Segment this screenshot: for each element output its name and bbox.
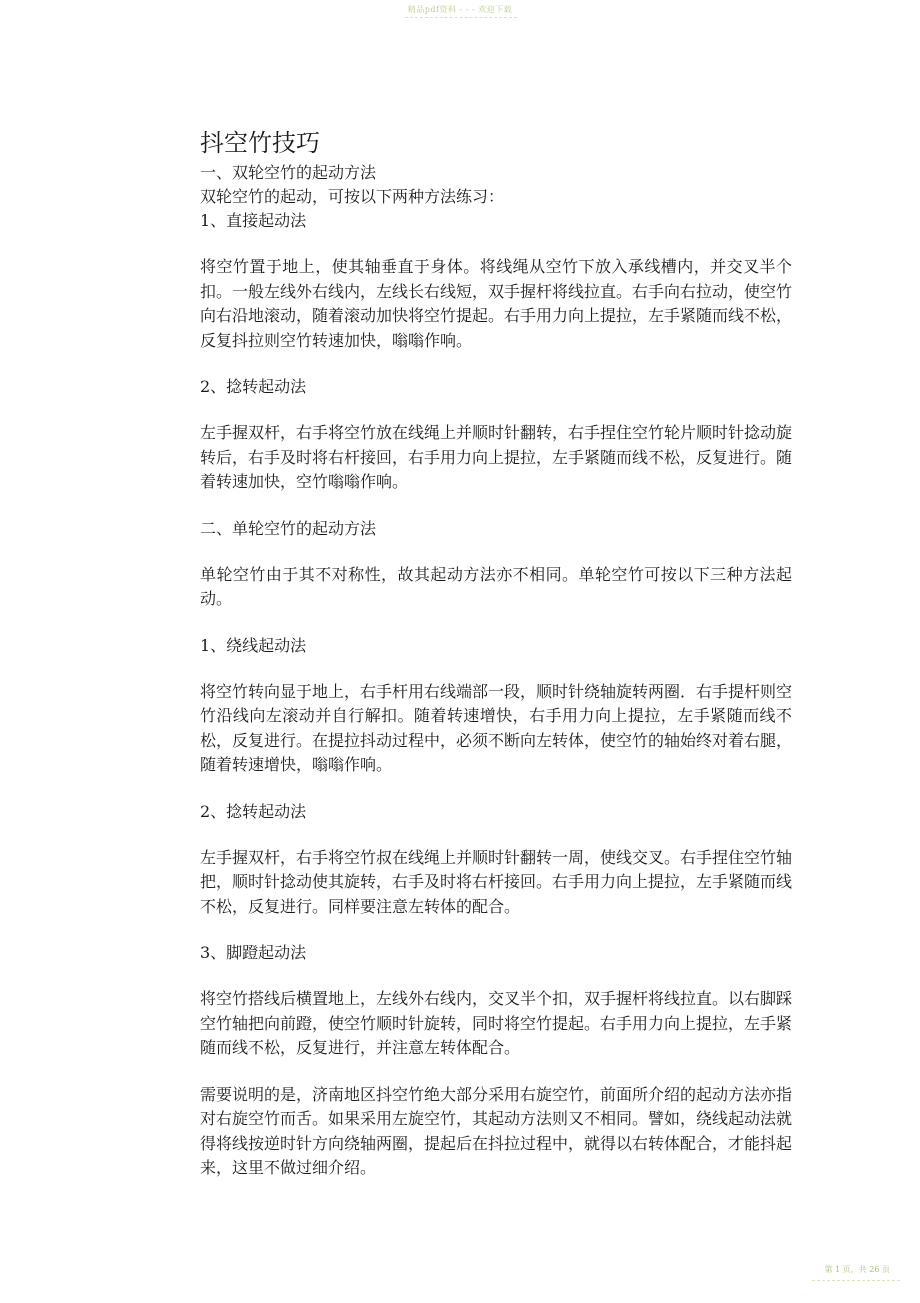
s1-method1-body: 将空竹置于地上，使其轴垂直于身体。将线绳从空竹下放入承线槽内，并交叉半个扣。一般左线外右线内，左线长右线短，双手握杆将线拉直。右手向右拉动，使空竹向右沿地滚动，随着滚动加快将空竹提起。右手用力向上提拉，左手紧随而线不松，反复抖拉则空竹转速加快，嗡嗡作响。	[200, 257, 793, 350]
section1-intro: 双轮空竹的起动，可按以下两种方法练习：	[200, 187, 505, 206]
footer-divider	[812, 1280, 900, 1281]
section2-heading: 二、单轮空竹的起动方法	[200, 518, 377, 538]
s2-method3-body: 将空竹搭线后横置地上，左线外右线内，交叉半个扣，双手握杆将线拉直。以右脚踩空竹轴把向前蹬，使空竹顺时针旋转，同时将空竹提起。右手用力向上提拉，左手紧随而线不松，反复进行，并注意左转体配合。	[200, 989, 793, 1057]
section2-intro: 单轮空竹由于其不对称性，故其起动方法亦不相同。单轮空竹可按以下三种方法起动。	[200, 564, 792, 608]
s2-method2-heading: 2、捻转起动法	[200, 801, 307, 821]
s1-method2-body: 左手握双杆，右手将空竹放在线绳上并顺时针翻转，右手捏住空竹轮片顺时针捻动旋转后，右手及时将右杆接回，右手用力向上提拉，左手紧随而线不松，反复进行。随着转速加快，空竹嗡嗡作响。	[200, 423, 793, 491]
s2-method2-body: 左手握双杆，右手将空竹叔在线绳上并顺时针翻转一周，使线交叉。右手捏住空竹轴把，顺时针捻动使其旋转，右手及时将右杆接回。右手用力向上提拉，左手紧随而线不松，反复进行。同样要注意左转体的配合。	[200, 847, 793, 916]
s1-method2-heading: 2、捻转起动法	[200, 377, 307, 396]
document-title: 抖空竹技巧	[200, 129, 320, 157]
s2-method1-heading: 1、绕线起动法	[200, 635, 307, 655]
document-body	[200, 127, 792, 1181]
s1-method1-heading: 1、直接起动法	[200, 211, 307, 230]
page-number: 第 1 页，共 26 页	[824, 1265, 890, 1274]
header-divider	[405, 17, 517, 18]
section1-heading: 一、双轮空竹的起动方法	[200, 163, 377, 182]
header-watermark: 精品pdf资料 - - - 欢迎下载	[407, 5, 513, 14]
closing-note: 需要说明的是，济南地区抖空竹绝大部分采用右旋空竹，前面所介绍的起动方法亦指对右旋空竹而舌。如果采用左旋空竹，其起动方法则又不相同。譬如，绕线起动法就得将线按逆时针方向绕轴两圈，提起后在抖拉过程中，就得以右转体配合，才能抖起来，这里不做过细介绍。	[200, 1084, 793, 1177]
s2-method3-heading: 3、脚蹬起动法	[200, 943, 307, 962]
s2-method1-body: 将空竹转向显于地上，右手杆用右线端部一段，顺时针绕轴旋转两圈．右手提杆则空竹沿线向左滚动并自行解扣。随着转速增快，右手用力向上提拉，左手紧随而线不松，反复进行。在提拉抖动过程中，必须不断向左转体，使空竹的轴始终对着右腿，随着转速增快，嗡嗡作响。	[200, 681, 793, 774]
